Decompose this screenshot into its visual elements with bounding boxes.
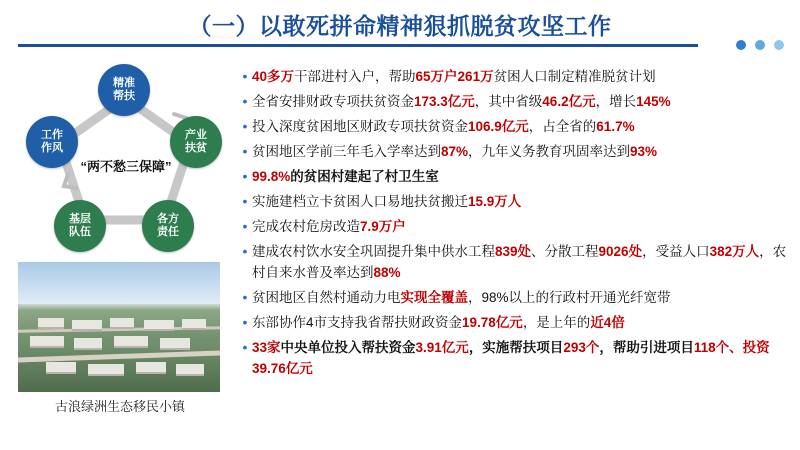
bullet-item	[238, 141, 790, 162]
node-label-line2: 责任	[157, 226, 179, 238]
bullet-item	[238, 287, 790, 308]
photo-figure	[18, 262, 220, 392]
dot-3-icon	[774, 40, 784, 50]
node-label-line2: 帮扶	[113, 90, 135, 102]
photo-building	[88, 364, 124, 376]
bullet-text	[252, 166, 790, 187]
highlighted-figure: 88%	[373, 265, 401, 280]
photo-building	[38, 318, 64, 329]
text-run: ，98%以上的行政村开通光纤宽带	[468, 290, 671, 305]
diagram-node-jicengduiwu	[54, 200, 106, 252]
bullet-list	[238, 66, 790, 383]
highlighted-figure: 40多万	[252, 69, 295, 84]
photo-building	[114, 336, 148, 348]
bullet-marker-icon: •	[242, 143, 248, 159]
text-run: 中央单位投入帮扶资金	[280, 340, 416, 355]
bullet-marker-icon: •	[242, 68, 248, 84]
node-label-line2: 队伍	[69, 226, 91, 238]
text-run: 的贫困村建起了村卫生室	[290, 169, 439, 184]
dot-2-icon	[755, 40, 765, 50]
text-run: 实施建档立卡贫困人口易地扶贫搬迁	[252, 194, 468, 209]
node-label-line1: 各方	[157, 213, 179, 225]
highlighted-figure: 19.78亿元	[462, 315, 523, 330]
text-run: ，占全省的	[528, 119, 597, 134]
photo-caption: 古浪绿洲生态移民小镇	[54, 399, 185, 414]
bullet-item	[238, 166, 790, 187]
text-run: 建成农村饮水安全巩固提升集中供水工程	[252, 244, 495, 259]
bullet-marker-icon: •	[242, 314, 248, 330]
bullet-item	[238, 312, 790, 333]
bullet-marker-icon: •	[242, 93, 248, 109]
highlighted-figure: 7.9万户	[360, 219, 406, 234]
highlighted-figure: 99.8%	[252, 169, 291, 184]
bullet-item	[238, 116, 790, 137]
bullet-marker-icon: •	[242, 218, 248, 234]
node-label-line1: 工作	[41, 129, 63, 141]
bullet-text	[252, 66, 790, 87]
bullet-text	[252, 241, 790, 283]
village-aerial-photo	[18, 262, 220, 392]
text-run: 贫困人口制定精准脱贫计划	[493, 69, 656, 84]
highlighted-figure: 65万户261万	[415, 69, 494, 84]
text-run: 全省安排财政专项扶贫资金	[252, 94, 414, 109]
highlighted-figure: 实现全覆盖	[400, 290, 468, 305]
highlighted-figure: 9026处	[598, 244, 643, 259]
photo-building	[74, 338, 102, 350]
bullet-text	[252, 141, 790, 162]
text-run: 、分散工程	[531, 244, 599, 259]
bullet-text	[252, 216, 790, 237]
cycle-diagram	[20, 58, 228, 258]
highlighted-figure: 61.7%	[596, 119, 635, 134]
decorative-dots	[736, 40, 784, 50]
text-run: 完成农村危房改造	[252, 219, 360, 234]
text-run: ，是上年的	[522, 315, 591, 330]
highlighted-figure: 293个	[563, 340, 600, 355]
diagram-center-label: “两不愁三保障”	[80, 159, 172, 174]
bullet-item	[238, 337, 790, 379]
bullet-text	[252, 337, 790, 379]
node-label-line1: 产业	[185, 129, 207, 141]
text-run: ，实施帮扶项目	[468, 340, 564, 355]
highlighted-figure: 173.3亿元	[414, 94, 475, 109]
node-label-line1: 精准	[113, 77, 135, 89]
highlighted-figure: 3.91亿元	[415, 340, 469, 355]
bullet-item	[238, 91, 790, 112]
text-run: ，其中省级	[474, 94, 543, 109]
text-run: 贫困地区学前三年毛入学率达到	[252, 144, 441, 159]
text-run: ，受益人口	[642, 244, 710, 259]
diagram-node-jingzhunbangfu	[98, 64, 150, 116]
highlighted-figure: 33家	[252, 340, 281, 355]
bullet-item	[238, 216, 790, 237]
page-title: （一）以敢死拼命精神狠抓脱贫攻坚工作	[188, 13, 612, 39]
title-divider	[18, 44, 698, 47]
bullet-text	[252, 191, 790, 212]
highlighted-figure: 145%	[636, 94, 671, 109]
highlighted-figure: 46.2亿元	[542, 94, 596, 109]
text-run: 投入深度贫困地区财政专项扶贫资金	[252, 119, 468, 134]
photo-building	[110, 318, 134, 329]
highlighted-figure: 106.9亿元	[468, 119, 529, 134]
highlighted-figure: 15.9万人	[468, 194, 522, 209]
dot-1-icon	[736, 40, 746, 50]
node-label-line2: 作风	[41, 142, 63, 154]
bullet-text	[252, 91, 790, 112]
bullet-text	[252, 312, 790, 333]
bullet-marker-icon: •	[242, 168, 248, 184]
bullet-marker-icon: •	[242, 243, 248, 259]
highlighted-figure: 87%	[441, 144, 469, 159]
text-run: 贫困地区自然村通动力电	[252, 290, 401, 305]
bullet-text	[252, 116, 790, 137]
text-run: ，九年义务教育巩固率达到	[468, 144, 631, 159]
photo-building	[144, 320, 174, 331]
photo-sky	[18, 262, 220, 306]
bullet-item	[238, 191, 790, 212]
bullet-marker-icon: •	[242, 289, 248, 305]
diagram-node-gefangzeren	[142, 200, 194, 252]
highlighted-figure: 382万人	[709, 244, 760, 259]
node-label-line2: 扶贫	[185, 142, 207, 154]
bullet-marker-icon: •	[242, 339, 248, 355]
bullet-item	[238, 241, 790, 283]
photo-building	[30, 336, 64, 348]
photo-building	[160, 338, 190, 350]
text-run: 干部进村入户，帮助	[294, 69, 416, 84]
photo-building	[176, 364, 204, 376]
photo-building	[182, 319, 206, 330]
text-run: ，农村自来水普及率达到	[252, 244, 787, 280]
photo-building	[46, 362, 76, 374]
text-run: 东部协作4市支持我省帮扶财政资金	[252, 315, 463, 330]
node-label-line1: 基层	[69, 213, 91, 225]
highlighted-figure: 839处	[495, 244, 532, 259]
highlighted-figure: 118个、投资39.76亿元	[252, 340, 770, 376]
bullet-item	[238, 66, 790, 87]
text-run: ，增长	[595, 94, 637, 109]
text-run: ，帮助引进项目	[599, 340, 694, 355]
highlighted-figure: 93%	[630, 144, 658, 159]
highlighted-figure: 近4倍	[590, 315, 625, 330]
photo-building	[72, 320, 102, 331]
bullet-marker-icon: •	[242, 193, 248, 209]
bullet-marker-icon: •	[242, 118, 248, 134]
bullet-text	[252, 287, 790, 308]
photo-building	[136, 362, 166, 374]
